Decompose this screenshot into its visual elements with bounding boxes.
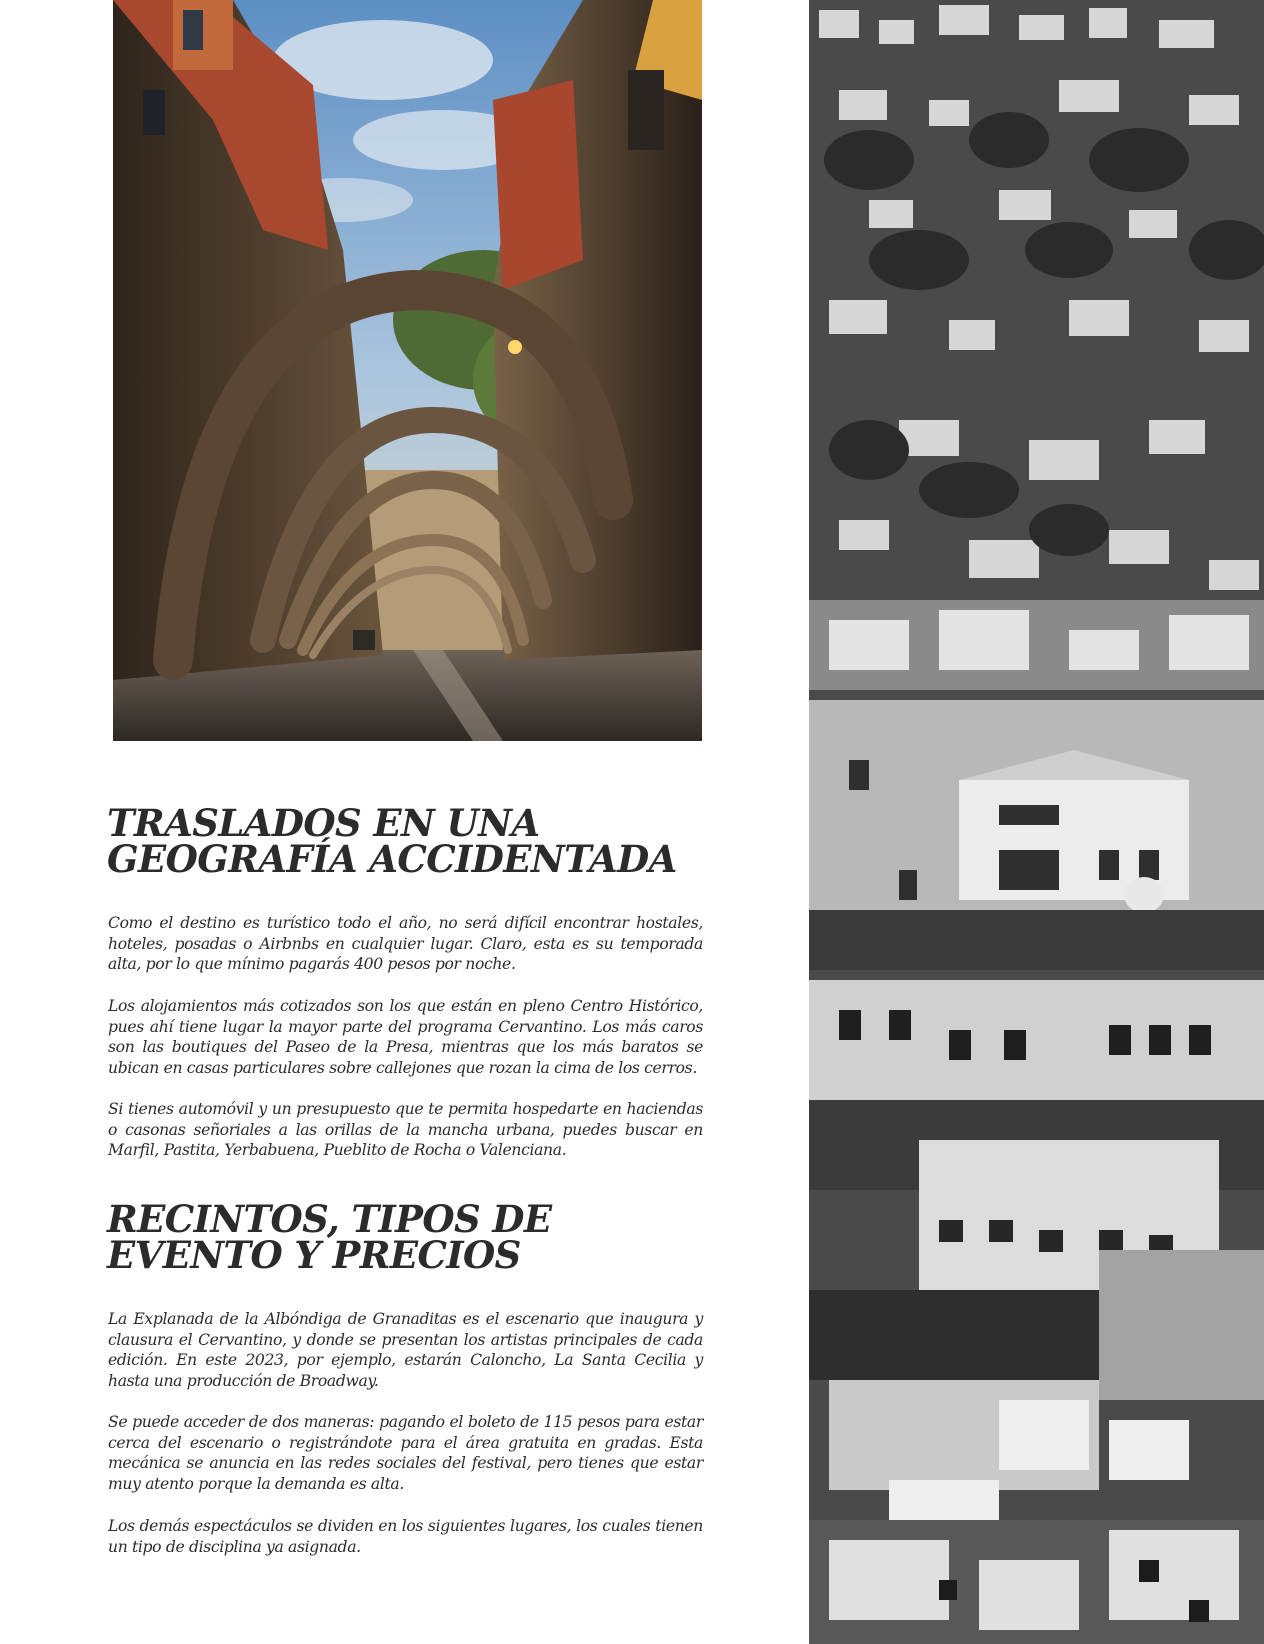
heading-line: EVENTO Y PRECIOS [107,1233,521,1277]
heading-line: GEOGRAFÍA ACCIDENTADA [107,837,677,881]
city-photo [809,0,1264,1644]
body-paragraph: Los demás espectáculos se dividen en los siguientes lugares, los cuales tienen un tipo de disciplina ya asignada. [108,1517,703,1556]
body-paragraph: Si tienes automóvil y un presupuesto que te permita hospedarte en haciendas o casonas señoriales a las orillas de la mancha urbana, puedes buscar en Marfil, Pastita, Yerbabuena, Pueblito de Rocha o Valenciana. [108,1100,703,1159]
section-heading-recintos [107,1197,727,1277]
arches-photo [113,0,702,741]
heading-line: TRASLADOS EN UNA [107,801,540,845]
body-paragraph: Como el destino es turístico todo el año, no será difícil encontrar hostales, hoteles, posadas o Airbnbs en cualquier lugar. Claro, esta es su temporada alta, por lo que mínimo pagarás 400 pesos por noche. [108,914,703,973]
body-paragraph: Se puede acceder de dos maneras: pagando el boleto de 115 pesos para estar cerca del escenario o registrándote para el área gratuita en gradas. Esta mecánica se anuncia en las redes sociales del festival, pero tienes que estar muy atento porque la demanda es alta. [108,1413,703,1493]
body-paragraph: Los alojamientos más cotizados son los que están en pleno Centro Histórico, pues ahí tiene lugar la mayor parte del programa Cervantino. Los más caros son las boutiques del Paseo de la Presa, mientras que los más baratos se ubican en casas particulares sobre callejones que rozan la cima de los cerros. [108,997,703,1077]
section-heading-traslados [107,801,727,881]
heading-line: RECINTOS, TIPOS DE [107,1197,552,1241]
body-paragraph: La Explanada de la Albóndiga de Granaditas es el escenario que inaugura y clausura el Cervantino, y donde se presentan los artistas principales de cada edición. En este 2023, por ejemplo, estarán Caloncho, La Santa Cecilia y hasta una producción de Broadway. [108,1310,703,1390]
